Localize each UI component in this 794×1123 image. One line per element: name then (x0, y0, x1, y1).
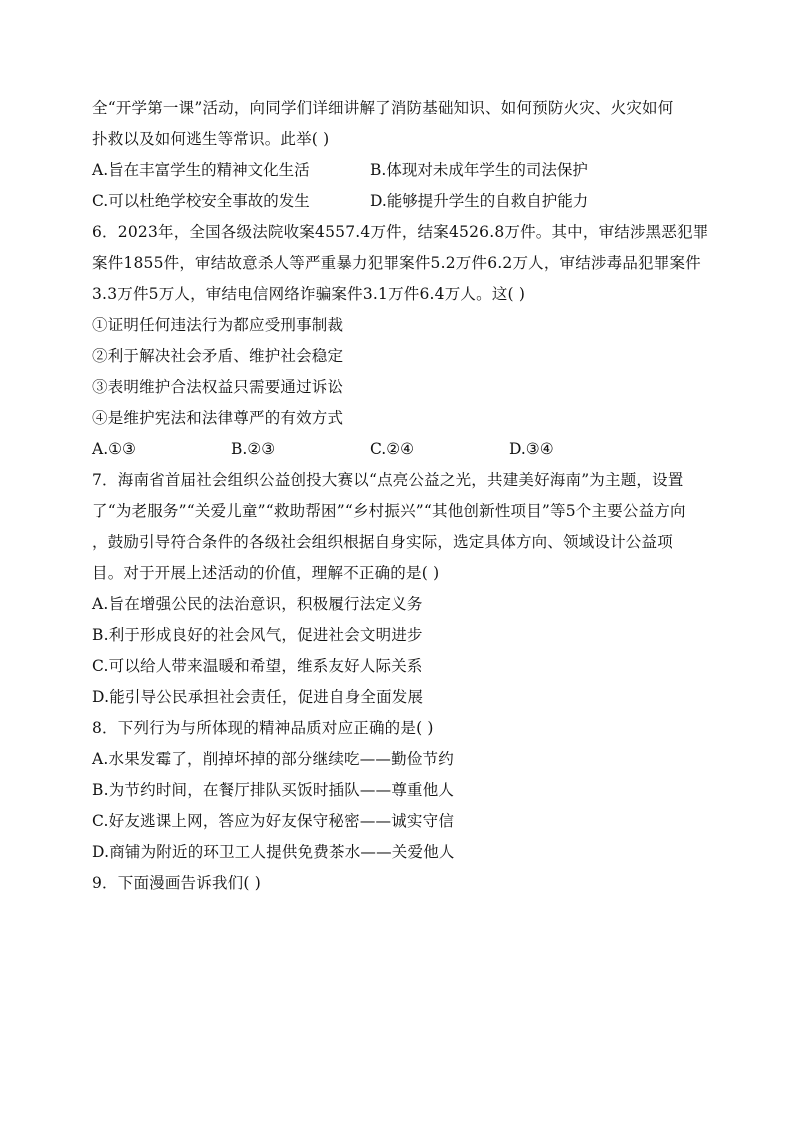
question-stem-line: 案件1855件，审结故意杀人等严重暴力犯罪案件5.2万件6.2万人，审结涉毒品犯罪案件 (92, 254, 701, 272)
question-stem-line: 目。对于开展上述活动的价值，理解不正确的是( ) (92, 564, 440, 582)
option-a: A.水果发霉了，削掉坏掉的部分继续吃——勤俭节约 (92, 750, 454, 768)
question-9 (92, 868, 712, 899)
question-stem-line: 全“开学第一课”活动，向同学们详细讲解了消防基础知识、如何预防火灾、火灾如何 (92, 99, 674, 117)
option-b: B.利于形成良好的社会风气，促进社会文明进步 (92, 626, 423, 644)
question-stem-line: 了“为老服务”“关爱儿童”“救助帮困”“乡村振兴”“其他创新性项目”等5个主要公益方向 (92, 502, 686, 520)
statement-4: ④是维护宪法和法律尊严的有效方式 (92, 409, 344, 427)
option-c: C.好友逃课上网，答应为好友保守秘密——诚实守信 (92, 812, 455, 830)
statement-3: ③表明维护合法权益只需要通过诉讼 (92, 378, 344, 396)
question-stem-line: ，鼓励引导符合条件的各级社会组织根据自身实际，选定具体方向、领域设计公益项 (92, 533, 673, 551)
option-c: C.②④ (370, 440, 415, 458)
option-b: B.为节约时间，在餐厅排队买饭时插队——尊重他人 (92, 781, 455, 799)
question-stem-line: 8．下列行为与所体现的精神品质对应正确的是( ) (92, 719, 434, 737)
question-stem-line: 3.3万件5万人，审结电信网络诈骗案件3.1万件6.4万人。这( ) (92, 285, 526, 303)
question-stem-line: 扑救以及如何逃生等常识。此举( ) (92, 130, 330, 148)
option-c: C.可以杜绝学校安全事故的发生 (92, 192, 310, 210)
option-b: B.②③ (231, 440, 276, 458)
option-a: A.①③ (92, 440, 136, 458)
question-stem-line: 9．下面漫画告诉我们( ) (92, 874, 261, 892)
question-7 (92, 465, 712, 713)
statement-1: ①证明任何违法行为都应受刑事制裁 (92, 316, 344, 334)
question-6 (92, 217, 712, 465)
option-a: A.旨在丰富学生的精神文化生活 (92, 161, 310, 179)
options-row (92, 434, 712, 465)
statement-2: ②利于解决社会矛盾、维护社会稳定 (92, 347, 344, 365)
question-stem-line: 6．2023年，全国各级法院收案4557.4万件，结案4526.8万件。其中，审结涉黑恶犯罪 (92, 223, 709, 241)
question-stem-line: 7．海南省首届社会组织公益创投大赛以“点亮公益之光，共建美好海南”为主题，设置 (92, 471, 684, 489)
option-c: C.可以给人带来温暖和希望，维系友好人际关系 (92, 657, 423, 675)
option-d: D.③④ (509, 440, 554, 458)
options-row (92, 186, 712, 217)
option-d: D.商铺为附近的环卫工人提供免费茶水——关爱他人 (92, 843, 455, 861)
question-8 (92, 713, 712, 868)
exam-page (92, 93, 712, 899)
option-a: A.旨在增强公民的法治意识，积极履行法定义务 (92, 595, 423, 613)
question-5 (92, 93, 712, 217)
option-d: D.能引导公民承担社会责任，促进自身全面发展 (92, 688, 424, 706)
option-d: D.能够提升学生的自救自护能力 (370, 192, 589, 210)
option-b: B.体现对未成年学生的司法保护 (370, 161, 588, 179)
options-row (92, 155, 712, 186)
